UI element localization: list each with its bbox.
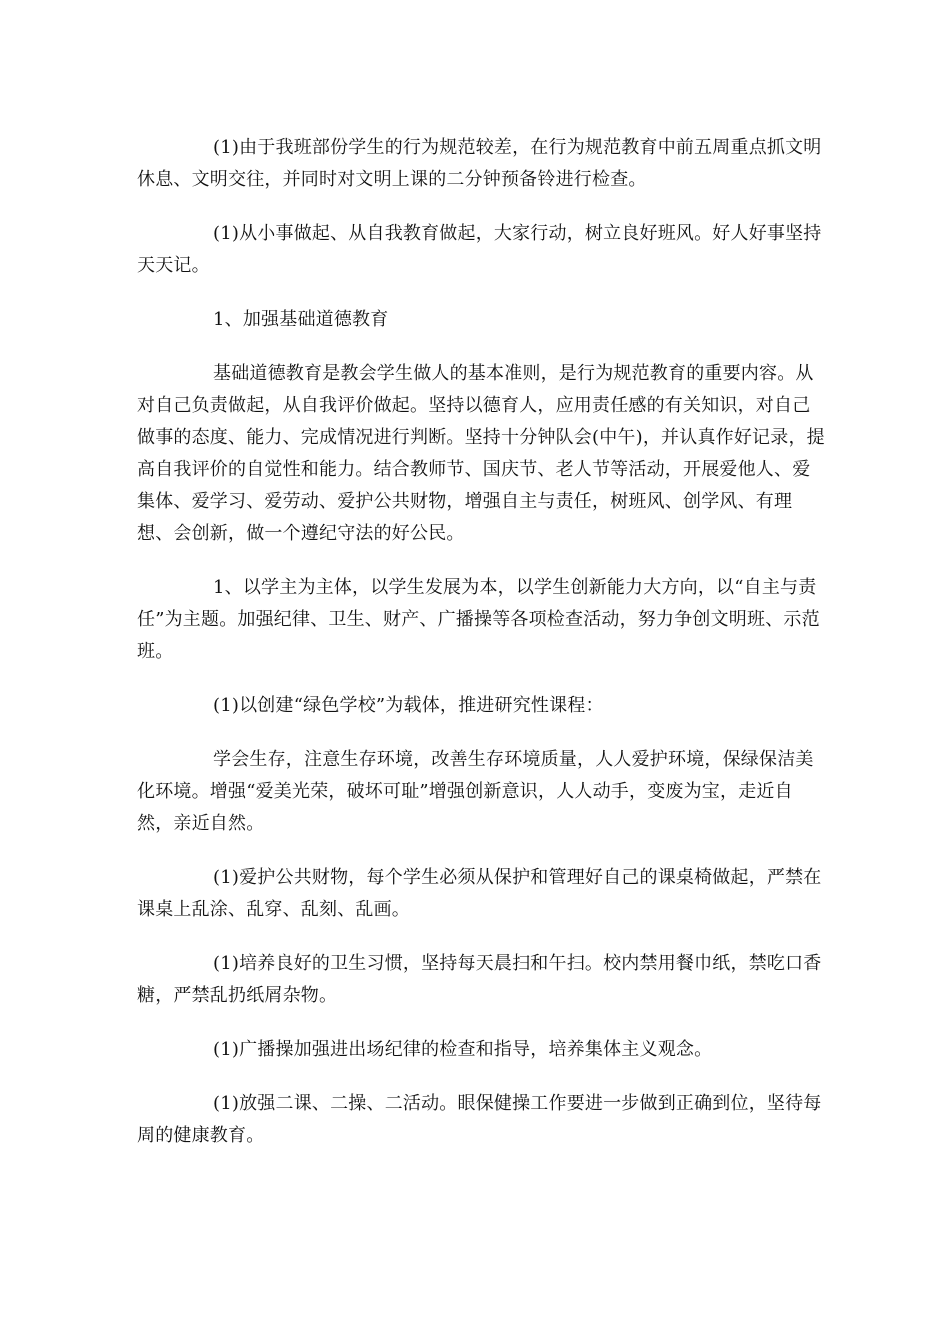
- paragraph-learn-to-survive: 学会生存，注意生存环境，改善生存环境质量，人人爱护环境，保绿保洁美化环境。增强“爱美光荣，破坏可耻”增强创新意识，人人动手，变废为宝，走近自然，亲近自然。: [137, 749, 814, 834]
- paragraph-green-school: (1)以创建“绿色学校”为载体，推进研究性课程：: [213, 695, 604, 716]
- paragraph-broadcast-exercise: (1)广播操加强进出场纪律的检查和指导，培养集体主义观念。: [213, 1039, 713, 1060]
- paragraph-basic-moral-education: 基础道德教育是教会学生做人的基本准则，是行为规范教育的重要内容。从对自己负责做起，从自我评价做起。坚持以德育人，应用责任感的有关知识，对自己做事的态度、能力、完成情况进行判断。坚持十分钟队会(中午)，并认真作好记录，提高自我评价的自觉性和能力。结合教师节、国庆节、老人节等活动，开展爱他人、爱集体、爱学习、爱劳动、爱护公共财物，增强自主与责任，树班风、创学风、有理想、会创新，做一个遵纪守法的好公民。: [137, 363, 825, 544]
- paragraph-eye-exercise: (1)放强二课、二操、二活动。眼保健操工作要进一步做到正确到位，坚待每周的健康教育。: [137, 1093, 822, 1146]
- document-body: [137, 132, 827, 1174]
- heading-basic-moral-education: 1、加强基础道德教育: [213, 309, 389, 330]
- paragraph-public-property: (1)爱护公共财物，每个学生必须从保护和管理好自己的课桌椅做起，严禁在课桌上乱涂、乱穿、乱刻、乱画。: [137, 867, 822, 920]
- paragraph-student-centered: 1、以学主为主体，以学生发展为本，以学生创新能力大方向，以“自主与责任”为主题。加强纪律、卫生、财产、广播操等各项检查活动，努力争创文明班、示范班。: [137, 577, 820, 662]
- paragraph-hygiene-habits: (1)培养良好的卫生习惯，坚持每天晨扫和午扫。校内禁用餐巾纸，禁吃口香糖，严禁乱扔纸屑杂物。: [137, 953, 822, 1006]
- paragraph-behavior-norms: (1)由于我班部份学生的行为规范较差，在行为规范教育中前五周重点抓文明休息、文明交往，并同时对文明上课的二分钟预备铃进行检查。: [137, 137, 822, 190]
- paragraph-start-small: (1)从小事做起、从自我教育做起，大家行动，树立良好班风。好人好事坚持天天记。: [137, 223, 822, 276]
